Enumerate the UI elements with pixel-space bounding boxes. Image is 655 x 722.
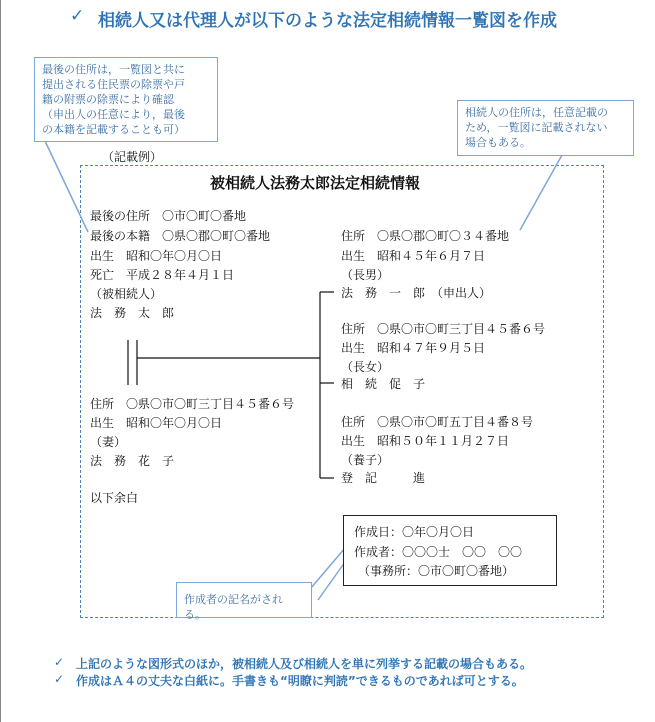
child2-role: （長女） (341, 360, 390, 374)
creator-callout (176, 582, 312, 621)
decedent-last-address: 最後の住所 〇市〇町〇番地 (90, 209, 247, 223)
child1-birth: 出生 昭和４５年６月７日 (341, 249, 486, 263)
callout-line: の本籍を記載することも可） (42, 123, 185, 136)
callout-line: 提出される住民票の除票や戸 (42, 78, 185, 91)
child1-role: （長男） (341, 268, 390, 282)
decedent-last-honseki: 最後の本籍 〇県〇郡〇町〇番地 (90, 229, 271, 243)
decedent-role: （被相続人） (90, 287, 163, 301)
callout-line: 相続人の住所は，任意記載の (465, 106, 608, 119)
decedent-death: 死亡 平成２８年４月１日 (90, 268, 235, 282)
creator-box (343, 515, 557, 586)
child2-address: 住所 〇県〇市〇町三丁目４５番６号 (341, 322, 546, 336)
callout-line: 籍の附票の除票により確認 (42, 93, 174, 106)
child1-name: 法 務 一 郎 （申出人） (341, 286, 492, 300)
address-callout (34, 57, 218, 142)
heir-address-callout (457, 100, 634, 156)
child2-birth: 出生 昭和４７年９月５日 (341, 341, 486, 355)
note-2: 作成はＡ４の丈夫な白紙に。手書きも“明瞭に判読”できるものであれば可とする。 (76, 674, 524, 688)
note-1: 上記のような図形式のほか，被相続人及び相続人を単に列挙する記載の場合もある。 (76, 657, 533, 671)
chart-title: 被相続人法務太郎法定相続情報 (210, 174, 421, 192)
creator-office: （事務所：〇市〇町〇番地） (358, 564, 515, 578)
spouse-birth: 出生 昭和〇年〇月〇日 (90, 416, 223, 430)
child3-birth: 出生 昭和５０年１１月２７日 (341, 434, 510, 448)
callout-line: 最後の住所は，一覧図と共に (42, 63, 185, 76)
creator-date: 作成日：〇年〇月〇日 (354, 525, 475, 539)
spouse-role: （妻） (90, 435, 127, 449)
child1-address: 住所 〇県〇郡〇町〇３４番地 (341, 229, 510, 243)
child3-address: 住所 〇県〇市〇町五丁目４番８号 (341, 415, 534, 429)
example-label: （記載例） (102, 150, 163, 164)
ending-note: 以下余白 (90, 491, 139, 505)
child3-role: （養子） (341, 453, 390, 467)
decedent-birth: 出生 昭和〇年〇月〇日 (90, 249, 223, 263)
note-check-icon: ✓ (54, 672, 65, 686)
spouse-name: 法 務 花 子 (90, 454, 175, 468)
note-check-icon: ✓ (54, 655, 65, 669)
callout-line: 場合もある。 (465, 136, 531, 149)
creator-author: 作成者：〇〇〇士 〇〇 〇〇 (354, 545, 523, 559)
callout-line: ため，一覧図に記載されない (465, 121, 608, 134)
check-icon: ✓ (70, 6, 85, 26)
callout-line: （申出人の任意により，最後 (42, 108, 185, 121)
child3-name: 登 記 進 (341, 471, 426, 485)
child2-name: 相 続 促 子 (341, 377, 426, 391)
creator-callout-text: 作成者の記名がされる。 (184, 593, 283, 621)
decedent-name: 法 務 太 郎 (90, 306, 175, 320)
page-heading: 相続人又は代理人が以下のような法定相続情報一覧図を作成 (98, 11, 557, 31)
spouse-address: 住所 〇県〇市〇町三丁目４５番６号 (90, 397, 295, 411)
